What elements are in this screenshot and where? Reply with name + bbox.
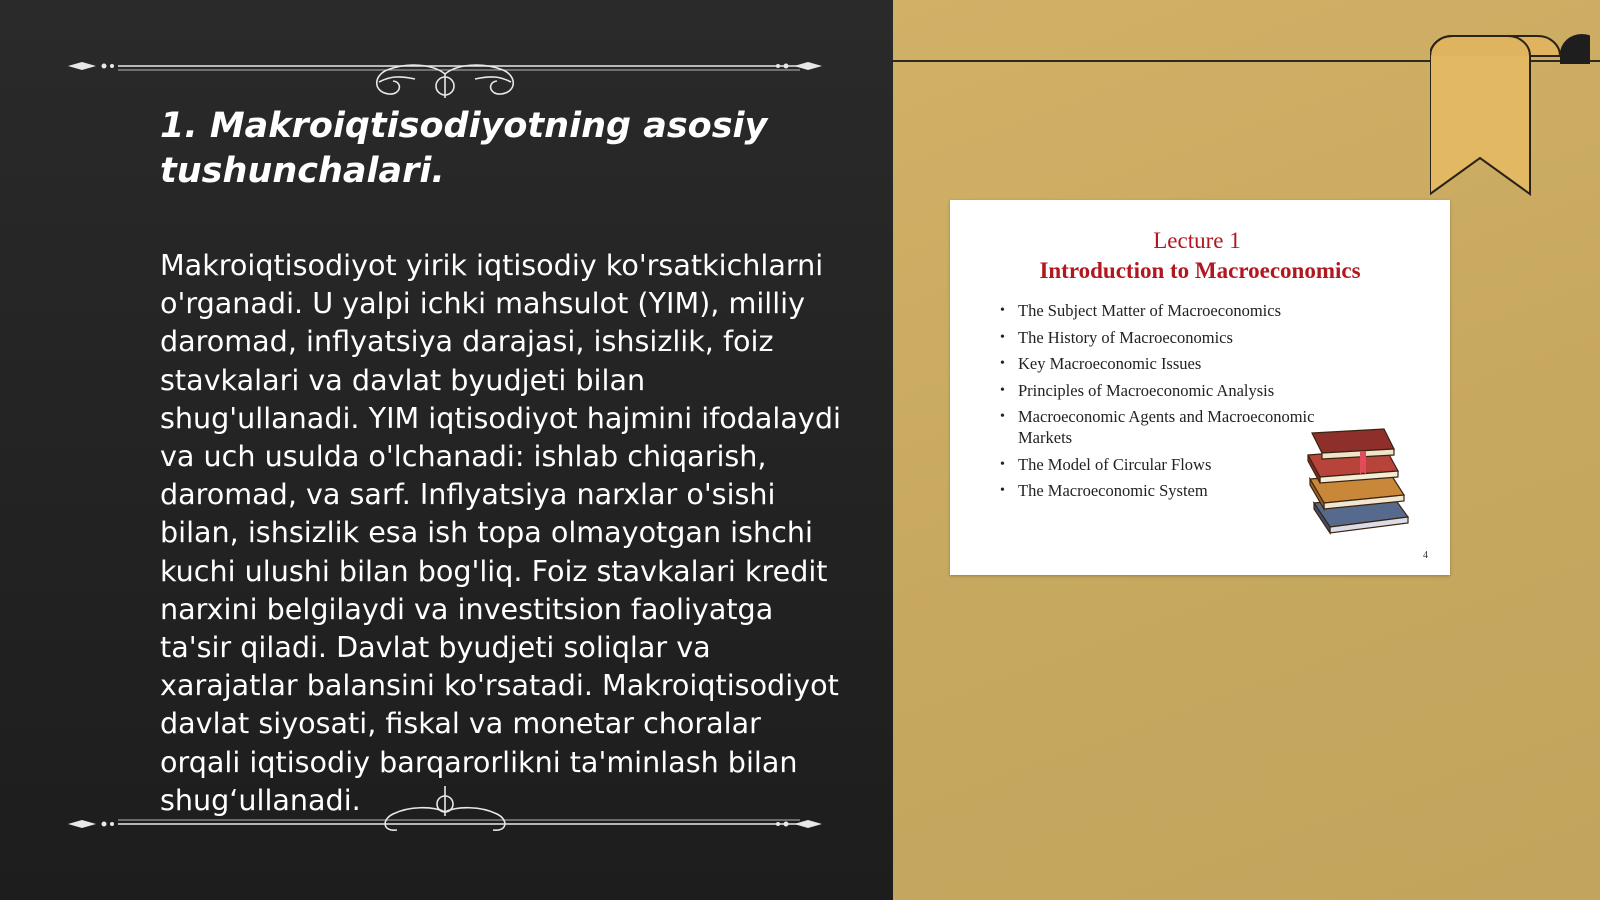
embedded-page-number: 4	[1423, 550, 1428, 561]
bookmark-ribbon-icon	[1430, 34, 1590, 204]
body-text: Makroiqtisodiyot yirik iqtisodiy ko'rsatkichlarni o'rganadi. U yalpi ichki mahsulot (YIM), milliy daromad, inflyatsiya darajasi, ishsizlik, foiz stavkalari va davlat byudjeti bilan shug'ullanadi. YIM iqtisodiyot hajmini ifodalaydi va uch usulda o'lchanadi: ishlab chiqarish, daromad, va sarf. Inflyatsiya narxlar o'sishi bilan, ishsizlik esa ish topa olmayotgan ishchi kuchi ulushi bilan bog'liq. Foiz stavkalari kredit narxini belgilaydi va investitsion faoliyatga ta'sir qiladi. Davlat byudjeti soliqlar va xarajatlar balansini ko'rsatadi. Makroiqtisodiyot davlat siyosati, fiskal va monetar choralar orqali iqtisodiy barqarorlikni ta'minlash bilan shug‘ullanadi.	[160, 248, 841, 817]
slide-title: 1. Makroiqtisodiyotning asosiy tushunchalari.	[160, 106, 768, 191]
list-item: • Macroeconomic Agents and Macroeconomic Markets	[1000, 406, 1360, 448]
embedded-slide-image	[950, 200, 1450, 575]
ornament-divider-icon	[60, 782, 830, 842]
embedded-lecture-label: Lecture 1	[1153, 228, 1241, 253]
list-item: • The Subject Matter of Macroeconomics	[1000, 300, 1360, 321]
embedded-slide-title: Introduction to Macroeconomics	[1039, 258, 1361, 283]
list-item: • The History of Macroeconomics	[1000, 327, 1360, 348]
list-item: • The Model of Circular Flows	[1000, 454, 1360, 475]
books-stack-icon	[1300, 425, 1420, 535]
list-item: • Key Macroeconomic Issues	[1000, 353, 1360, 374]
list-item: • The Macroeconomic System	[1000, 480, 1360, 501]
ornament-divider-icon	[60, 38, 830, 98]
list-item: • Principles of Macroeconomic Analysis	[1000, 380, 1360, 401]
